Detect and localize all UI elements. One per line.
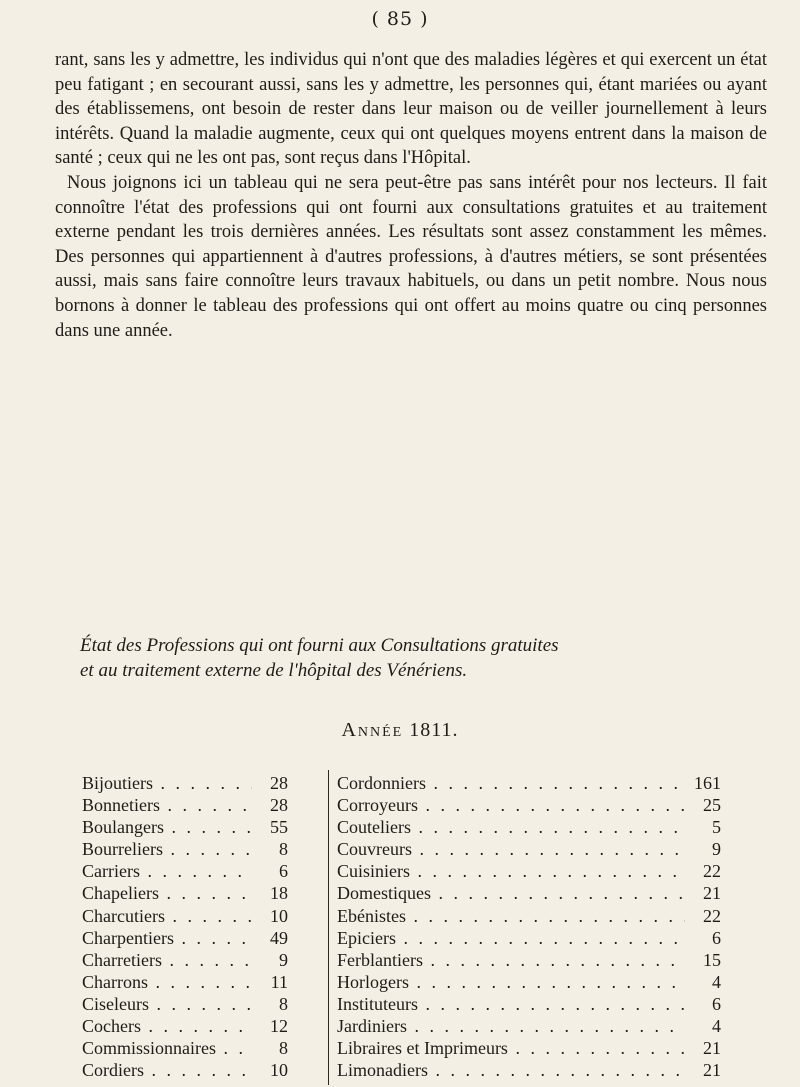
year-label: Année [341, 719, 404, 741]
profession-name: Limonadiers . . . [337, 1059, 685, 1081]
profession-name: Ebénistes . . . [337, 905, 685, 927]
table-row [82, 927, 288, 949]
year-heading [0, 719, 800, 742]
profession-name: Bourreliers . . . [82, 838, 252, 860]
left-column [82, 772, 288, 1081]
profession-name: Boulangers . . . [82, 816, 252, 838]
table-row [337, 860, 721, 882]
table-row [82, 993, 288, 1015]
year-value: 1811. [409, 719, 459, 741]
profession-count: 22 [685, 905, 721, 927]
profession-count: 49 [252, 927, 288, 949]
profession-name: Cochers . . . [82, 1015, 252, 1037]
profession-name: Epiciers . . . [337, 927, 685, 949]
table-row [337, 838, 721, 860]
profession-count: 8 [252, 1037, 288, 1059]
profession-count: 4 [685, 971, 721, 993]
table-row [82, 949, 288, 971]
profession-name: Cordiers . . . [82, 1059, 252, 1081]
table-row [82, 971, 288, 993]
profession-name: Charpentiers . . . [82, 927, 252, 949]
profession-count: 21 [685, 1059, 721, 1081]
profession-count: 9 [685, 838, 721, 860]
right-column [337, 772, 721, 1081]
column-divider [328, 770, 329, 1085]
table-row [82, 1015, 288, 1037]
profession-count: 10 [252, 1059, 288, 1081]
profession-count: 8 [252, 838, 288, 860]
profession-count: 18 [252, 882, 288, 904]
table-row [337, 905, 721, 927]
profession-name: Bonnetiers . . . [82, 794, 252, 816]
table-row [82, 1037, 288, 1059]
table-row [337, 949, 721, 971]
profession-name: Cuisiniers . . . [337, 860, 685, 882]
table-row [82, 794, 288, 816]
profession-name: Libraires et Imprimeurs . . . [337, 1037, 685, 1059]
table-row [82, 772, 288, 794]
paragraph: rant, sans les y admettre, les individus qui n'ont que des maladies légères et qui exercent un état peu fatigant ; en secourant aussi, sans les y admettre, les personnes qui, étant mariées ou ayant des établissemens, ont besoin de rester dans leur maison ou de veiller journellement à leurs intérêts. Quand la maladie augmente, ceux qui ont quelques moyens entrent dans la maison de santé ; ceux qui ne les ont pas, sont reçus dans l'Hôpital. [55, 50, 767, 169]
table-row [82, 905, 288, 927]
profession-name: Bijoutiers . . . [82, 772, 252, 794]
profession-name: Domestiques . . . [337, 882, 685, 904]
paragraph: Nous joignons ici un tableau qui ne sera peut-être pas sans intérêt pour nos lecteurs. Il fait connoître l'état des professions qui ont fourni aux consultations gratuites et au traitement externe pendant les trois dernières années. Les résultats sont assez constamment les mêmes. Des personnes qui appartiennent à d'autres professions, à d'autres métiers, se sont présentées aussi, mais sans faire connoître leurs travaux habituels, ou dans un petit nombre. Nous nous bornons à donner le tableau des professions qui ont offert au moins quatre ou cinq personnes dans une année. [55, 172, 767, 341]
table-row [337, 1015, 721, 1037]
table-row [337, 971, 721, 993]
table-row [337, 993, 721, 1015]
profession-count: 6 [252, 860, 288, 882]
table-row [337, 794, 721, 816]
table-row [337, 882, 721, 904]
table-title [80, 633, 770, 683]
profession-count: 6 [685, 927, 721, 949]
profession-name: Charrons . . . [82, 971, 252, 993]
profession-count: 10 [252, 905, 288, 927]
body-text [55, 48, 767, 343]
profession-count: 28 [252, 794, 288, 816]
profession-name: Carriers . . . [82, 860, 252, 882]
profession-name: Charretiers . . . [82, 949, 252, 971]
profession-count: 4 [685, 1015, 721, 1037]
profession-count: 11 [252, 971, 288, 993]
profession-count: 55 [252, 816, 288, 838]
profession-count: 21 [685, 882, 721, 904]
profession-count: 9 [252, 949, 288, 971]
table-title-line: et au traitement externe de l'hôpital des Vénériens. [80, 660, 468, 681]
profession-count: 12 [252, 1015, 288, 1037]
profession-name: Couteliers . . . [337, 816, 685, 838]
table-row [82, 838, 288, 860]
profession-count: 28 [252, 772, 288, 794]
table-row [337, 1037, 721, 1059]
profession-name: Instituteurs . . . [337, 993, 685, 1015]
profession-name: Cordonniers . . . [337, 772, 685, 794]
table-row [82, 860, 288, 882]
table-row [82, 1059, 288, 1081]
profession-name: Ciseleurs . . . [82, 993, 252, 1015]
profession-name: Jardiniers . . . [337, 1015, 685, 1037]
table-row [337, 1059, 721, 1081]
profession-count: 161 [685, 772, 721, 794]
profession-name: Commissionnaires . . . [82, 1037, 252, 1059]
table-title-line: État des Professions qui ont fourni aux Consultations gratuites [80, 635, 559, 656]
table-row [82, 882, 288, 904]
profession-name: Couvreurs . . . [337, 838, 685, 860]
table-row [337, 816, 721, 838]
profession-name: Ferblantiers . . . [337, 949, 685, 971]
profession-count: 22 [685, 860, 721, 882]
profession-count: 6 [685, 993, 721, 1015]
profession-count: 25 [685, 794, 721, 816]
table-row [337, 772, 721, 794]
profession-count: 8 [252, 993, 288, 1015]
table-row [337, 927, 721, 949]
profession-count: 5 [685, 816, 721, 838]
page-number: ( 85 ) [371, 8, 429, 30]
profession-name: Charcutiers . . . [82, 905, 252, 927]
profession-count: 15 [685, 949, 721, 971]
profession-count: 21 [685, 1037, 721, 1059]
table-row [82, 816, 288, 838]
profession-name: Chapeliers . . . [82, 882, 252, 904]
profession-name: Horlogers . . . [337, 971, 685, 993]
profession-name: Corroyeurs . . . [337, 794, 685, 816]
